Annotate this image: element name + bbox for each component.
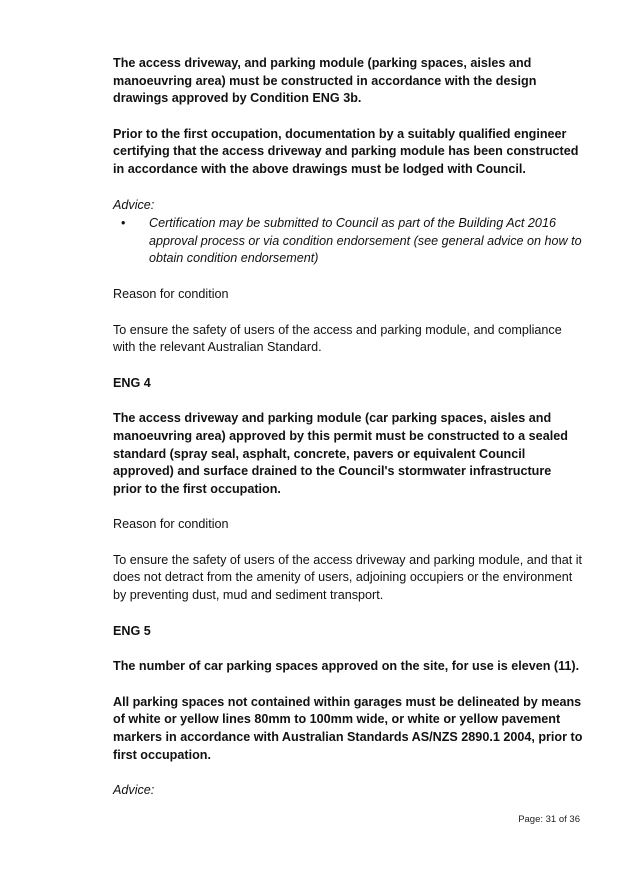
condition-heading-eng4: ENG 4 [113, 375, 151, 390]
bullet-icon: • [121, 216, 126, 231]
reason-text: To ensure the safety of users of the access driveway and parking module, and that it does not detract from the amenity of users, adjoining occupiers or the environment by preventing dust, mud and sediment transport. [113, 552, 583, 603]
condition-paragraph-certification: Prior to the first occupation, documentation by a suitably qualified engineer certifying that the access driveway and parking module has been constructed in accordance with the above drawings must be lodged with Council. [113, 126, 579, 176]
condition-heading-eng5: ENG 5 [113, 623, 151, 638]
advice-heading: Advice: [113, 783, 155, 798]
reason-heading: Reason for condition [113, 286, 229, 301]
condition-paragraph-line-marking: All parking spaces not contained within garages must be delineated by means of white or yellow lines 80mm to 100mm wide, or white or yellow pavement markers in accordance with Australian Standards AS/NZS 2890.1 2004, prior to first occupation. [113, 694, 583, 762]
advice-heading: Advice: [113, 197, 155, 212]
advice-bullet-item [113, 215, 583, 268]
advice-bullet-text: Certification may be submitted to Council as part of the Building Act 2016 approval process or via condition endorsement (see general advice on how to obtain condition endorsement) [149, 216, 582, 266]
condition-paragraph-construction: The access driveway, and parking module (parking spaces, aisles and manoeuvring area) must be constructed in accordance with the design drawings approved by Condition ENG 3b. [113, 56, 537, 106]
page-number: Page: 31 of 36 [518, 814, 580, 825]
reason-heading: Reason for condition [113, 517, 229, 532]
condition-paragraph-sealed-standard: The access driveway and parking module (car parking spaces, aisles and manoeuvring area) approved by this permit must be constructed to a sealed standard (spray seal, asphalt, concrete, pavers or equivalent Council approved) and surface drained to the Council's stormwater infrastructure prior to the first occupation. [113, 411, 568, 496]
reason-text: To ensure the safety of users of the access and parking module, and compliance with the relevant Australian Standard. [113, 322, 562, 355]
document-body [113, 55, 583, 800]
condition-paragraph-parking-count: The number of car parking spaces approved on the site, for use is eleven (11). [113, 659, 580, 674]
